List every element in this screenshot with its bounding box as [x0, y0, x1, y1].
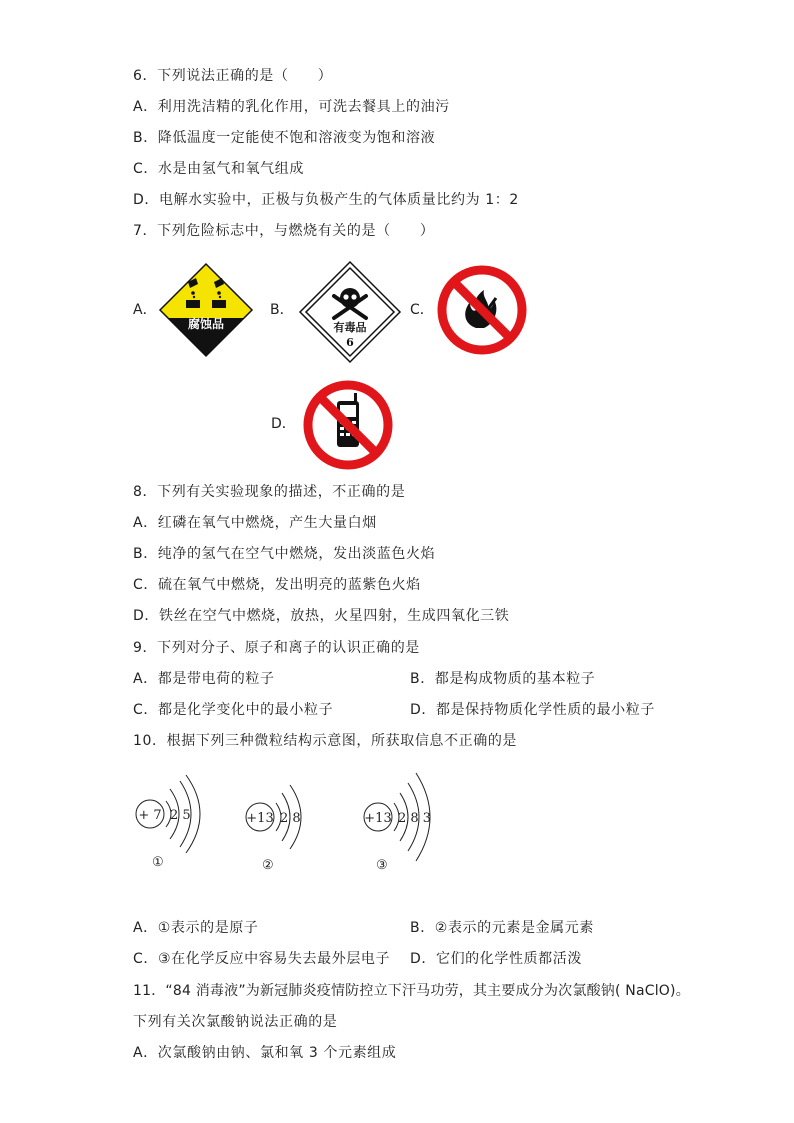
q10-option-b: B．②表示的元素是金属元素	[410, 920, 594, 936]
q6-option-b: B．降低温度一定能使不饱和溶液变为饱和溶液	[133, 130, 436, 146]
q8-option-c: C．硫在氧气中燃烧，发出明亮的蓝紫色火焰	[133, 577, 421, 593]
toxic-sign	[298, 260, 402, 364]
q9-option-c: C．都是化学变化中的最小粒子	[133, 702, 334, 718]
atom-1-nucleus: + 7	[138, 808, 162, 823]
no-open-flame-sign	[436, 264, 528, 356]
q8-option-d: D．铁丝在空气中燃烧，放热，火星四射，生成四氧化三铁	[133, 608, 510, 624]
atom-1-label: ①	[152, 855, 164, 870]
atom-2-nucleus: +13	[246, 811, 274, 826]
atom-1-electrons: 2 5	[170, 808, 191, 823]
q11-stem-line1: 11．“84 消毒液”为新冠肺炎疫情防控立下汗马功劳，其主要成分为次氯酸钠( NaClO)。	[133, 983, 690, 999]
q6-stem: 6．下列说法正确的是（ ）	[133, 68, 333, 84]
q7-option-d-label: D．	[271, 416, 296, 432]
atom-3-nucleus: +13	[364, 811, 392, 826]
q7-option-b-label: B．	[270, 302, 294, 318]
q10-option-d: D．它们的化学性质都活泼	[410, 951, 582, 967]
no-mobile-phone-sign	[302, 379, 394, 471]
q9-stem: 9．下列对分子、原子和离子的认识正确的是	[133, 640, 420, 656]
q8-option-b: B．纯净的氢气在空气中燃烧，发出淡蓝色火焰	[133, 546, 436, 562]
q11-option-a: A．次氯酸钠由钠、氯和氧 3 个元素组成	[133, 1045, 397, 1061]
q7-option-c-label: C．	[410, 302, 434, 318]
q8-option-a: A．红磷在氧气中燃烧，产生大量白烟	[133, 515, 377, 531]
atom-diagram-3	[364, 773, 431, 873]
q9-option-a: A．都是带电荷的粒子	[133, 671, 275, 687]
q10-option-a: A．①表示的是原子	[133, 920, 259, 936]
q10-stem: 10．根据下列三种微粒结构示意图，所获取信息不正确的是	[133, 733, 518, 749]
q10-option-c: C．③在化学反应中容易失去最外层电子	[133, 951, 391, 967]
atom-2-electrons: 2 8	[280, 811, 301, 826]
atomic-structure-diagrams	[128, 765, 448, 880]
toxic-sign-number: 6	[346, 336, 354, 349]
q7-option-a-label: A．	[133, 302, 157, 318]
atom-diagram-1	[136, 775, 200, 870]
q6-option-d: D．电解水实验中，正极与负极产生的气体质量比约为 1：2	[133, 192, 519, 208]
corrosive-sign-text: 腐蚀品	[187, 317, 225, 331]
q9-option-b: B．都是构成物质的基本粒子	[410, 671, 596, 687]
toxic-sign-text: 有毒品	[333, 321, 367, 334]
q6-option-a: A．利用洗洁精的乳化作用，可洗去餐具上的油污	[133, 99, 450, 115]
q8-stem: 8．下列有关实验现象的描述，不正确的是	[133, 484, 406, 500]
q11-stem-line2: 下列有关次氯酸钠说法正确的是	[133, 1014, 338, 1030]
atom-diagram-2	[246, 785, 301, 873]
corrosive-sign	[158, 262, 254, 358]
atom-3-label: ③	[376, 858, 388, 873]
atom-3-electrons: 2 8 3	[398, 811, 432, 826]
q6-option-c: C．水是由氢气和氧气组成	[133, 161, 304, 177]
atom-2-label: ②	[262, 858, 274, 873]
q9-option-d: D．都是保持物质化学性质的最小粒子	[410, 702, 655, 718]
q7-stem: 7．下列危险标志中，与燃烧有关的是（ ）	[133, 223, 435, 239]
